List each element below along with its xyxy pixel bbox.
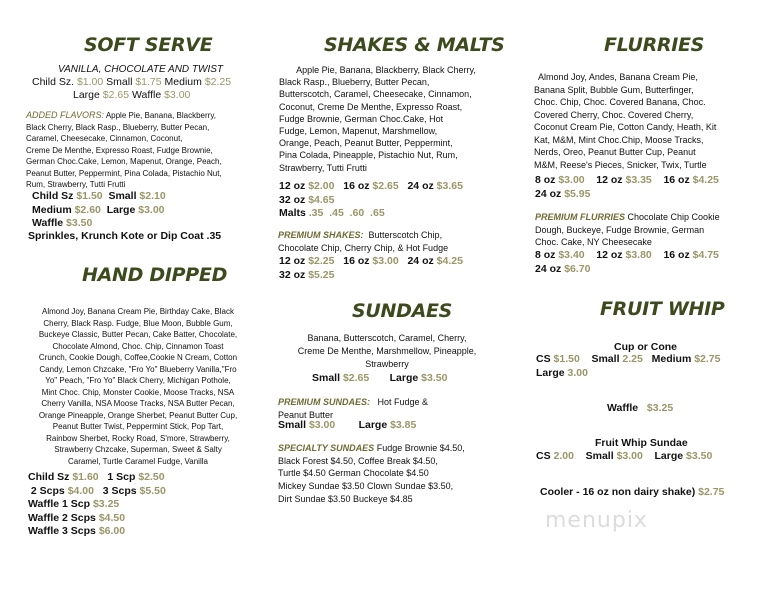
label: 16 oz — [343, 255, 370, 267]
topping-line: Strawberry — [365, 359, 409, 369]
flavor-line: Peanut Butter Twist, Peppermint Stick, Pop Tart, — [52, 422, 224, 431]
flavor-line: Black Cherry, Black Rasp., Blueberry, Butter Pecan, — [26, 122, 210, 132]
premium-line: Dough, Buckeye, Fudge Brownie, German — [535, 224, 705, 235]
price-row — [28, 525, 166, 539]
premium-line: Chocolate Chip, Cherry Chip, & Hot Fudge — [278, 242, 449, 253]
sundae-toppings — [272, 332, 502, 371]
price: $2.75 — [694, 353, 721, 365]
label: Waffle — [32, 217, 64, 229]
flavor-line: Strawberry, Tutti Frutti — [279, 162, 367, 173]
topping-line: Banana, Butterscotch, Caramel, Cherry, — [307, 333, 467, 343]
price: $5.50 — [139, 484, 166, 497]
flavor-line: Black Rasp., Blueberry, Butter Pecan, — [279, 77, 430, 88]
price: $1.00 — [76, 76, 104, 88]
label: Medium — [164, 76, 202, 88]
price: $6.00 — [98, 525, 126, 537]
label: 16 oz — [663, 249, 690, 261]
specialty-line: Turtle $4.50 German Chocolate $4.50 — [278, 468, 429, 479]
price: $4.00 — [67, 484, 94, 497]
premium-line — [535, 211, 720, 224]
soft-serve-sizes-2 — [73, 89, 190, 103]
label: 3 Scps — [102, 484, 137, 497]
flavor-line: Orange Pineapple, Orange Sherbet, Peanut Butter Cup, — [38, 410, 238, 420]
price-row — [279, 255, 463, 269]
price-row — [535, 174, 719, 188]
price-row — [535, 263, 719, 277]
hand-dipped-heading: HAND DIPPED — [82, 264, 228, 286]
flavor-line: Rainbow Sherbet, Rocky Road, S'more, Strawberry, — [46, 433, 230, 443]
price: $4.50 — [98, 511, 126, 524]
flavor-line: Buckeye Classic, Butter Pecan, Cake Batter, Chocolate, — [38, 330, 238, 339]
label: Medium — [32, 203, 72, 216]
price: $3.00 — [558, 174, 585, 186]
label: Waffle 3 Scps — [28, 525, 96, 537]
price: $2.65 — [102, 89, 130, 101]
label: 24 oz — [535, 262, 562, 275]
flurries-heading: FLURRIES — [604, 34, 705, 56]
price: $3.85 — [390, 419, 417, 431]
price: $2.65 — [342, 372, 370, 384]
price-row — [279, 194, 463, 208]
premium-flurries-prices — [535, 249, 719, 276]
price: $2.50 — [138, 471, 165, 483]
price-row — [279, 207, 463, 221]
flavor-line: German Choc.Cake, Lemon, Mapenut, Orange, Peach, — [26, 157, 222, 166]
price-row — [536, 367, 720, 381]
cup-or-cone-prices — [536, 353, 720, 380]
premium-text: Hot Fudge & — [377, 397, 429, 407]
label: Waffle 2 Scps — [28, 511, 96, 524]
price: $5.25 — [308, 268, 335, 281]
price: $4.25 — [436, 255, 463, 267]
premium-text: Butterscotch Chip, — [368, 230, 443, 240]
label: Small — [278, 419, 307, 431]
cup-or-cone-title: Cup or Cone — [614, 341, 677, 353]
label: Large — [73, 89, 100, 101]
specialty-line: Mickey Sundae $3.50 Clown Sundae $3.50, — [278, 481, 454, 492]
fruit-whip-waffle — [607, 402, 673, 416]
flavor-line: Almond Joy, Andes, Banana Cream Pie, — [538, 72, 698, 82]
hand-dipped-flavors — [18, 306, 258, 467]
label: 12 oz — [279, 255, 306, 267]
flavor-line: Fudge Brownie, German Choc.Cake, Hot — [279, 113, 444, 124]
specialty-sundaes — [278, 442, 465, 506]
flavor-line: Coconut Cream Pie, Cotton Candy, Heath, Kit — [534, 122, 717, 132]
flavor-line: Pina Colada, Pineapple, Pistachio Nut, Rum, — [279, 150, 458, 161]
premium-shakes — [278, 229, 508, 254]
shakes-heading: SHAKES & MALTS — [324, 34, 505, 56]
label: 24 oz — [407, 180, 434, 192]
flavor-line: Fudge, Lemon, Mapenut, Marshmellow, — [279, 126, 438, 137]
sundae-prices — [312, 372, 447, 386]
flavor-line: Kat, M&M, Mint Choc.Chip, Moose Tracks, — [534, 134, 704, 145]
price: $1.50 — [76, 190, 103, 202]
topping-line: Creme De Menthe, Marshmellow, Pineapple, — [297, 346, 477, 356]
price: $1.60 — [72, 471, 99, 483]
price: $2.25 — [204, 76, 232, 88]
price: $3.00 — [308, 419, 336, 431]
label: 1 Scp — [107, 471, 136, 483]
price: $2.65 — [372, 180, 399, 192]
price-row — [32, 204, 166, 218]
label: Small — [585, 450, 614, 462]
price: $3.50 — [421, 372, 448, 384]
premium-line: Choc. Cake, NY Cheesecake — [535, 237, 652, 247]
flavor-line: Nerds, Oreo, Peanut Butter Cup, Peanut — [534, 147, 696, 157]
flavor-line: Chocolate Almond, Choc. Chip, Cinnamon Toast — [52, 341, 224, 351]
flurries-flavors — [534, 71, 774, 171]
flavor-line: Apple Pie, Banana, Blackberry, Black Cherry, — [296, 65, 476, 75]
flavor-line: Cherry Vanilla, NSA Moose Tracks, NSA Butter Pecan, — [41, 399, 235, 408]
premium-line — [278, 396, 428, 409]
flurries-prices — [535, 174, 719, 201]
label: Large — [389, 372, 419, 384]
specialty-line: Dirt Sundae $3.50 Buckeye $4.85 — [278, 493, 413, 504]
label: Waffle — [131, 89, 162, 101]
soft-serve-flavors — [26, 110, 256, 191]
label: 32 oz — [279, 193, 306, 206]
price: $2.25 — [308, 255, 335, 267]
label: 24 oz — [407, 255, 434, 267]
price: 2.00 — [553, 450, 574, 462]
price: $3.00 — [372, 255, 399, 267]
price: $5.95 — [564, 187, 591, 200]
cooler-line — [540, 486, 724, 500]
price-row — [279, 269, 463, 283]
specialty-text: Fudge Brownie $4.50, — [376, 443, 465, 453]
soft-serve-heading: SOFT SERVE — [84, 34, 213, 56]
label: Large — [654, 450, 684, 462]
soft-serve-subtitle: VANILLA, CHOCOLATE AND TWIST — [58, 64, 224, 75]
added-flavors-label: ADDED FLAVORS: — [26, 110, 105, 120]
label: Large — [536, 366, 565, 379]
flavor-line — [26, 110, 256, 122]
label: CS — [536, 353, 551, 365]
label: 24 oz — [535, 187, 562, 200]
flavor-line: Rum, Strawberry, Tutti Frutti — [26, 180, 126, 189]
label: Child Sz — [32, 190, 74, 202]
flavor-line: Strawberry Chzcake, Superman, Sweet & Salty — [54, 445, 222, 454]
price: $2.00 — [308, 180, 335, 192]
fruit-whip-sundae-title: Fruit Whip Sundae — [595, 437, 688, 449]
price: .35 .45 .60 .65 — [308, 207, 385, 219]
price-row — [28, 512, 166, 526]
price: $2.75 — [698, 486, 725, 498]
price: $3.50 — [66, 217, 93, 229]
price: $1.50 — [553, 353, 580, 365]
flavor-line: Coconut, Creme De Menthe, Expresso Roast, — [279, 101, 463, 112]
price: $3.25 — [646, 402, 674, 414]
premium-shakes-label: PREMIUM SHAKES: — [278, 230, 364, 240]
price: $3.35 — [625, 174, 652, 186]
label: Small — [312, 372, 341, 384]
price: $4.25 — [692, 174, 719, 186]
sundaes-heading: SUNDAES — [352, 300, 453, 322]
premium-flurries — [535, 211, 720, 249]
shakes-prices — [279, 180, 463, 221]
price-row — [535, 249, 719, 263]
premium-line: Peanut Butter — [278, 409, 334, 420]
specialty-line: Black Forest $4.50, Coffee Break $4.50, — [278, 455, 438, 466]
price-row — [536, 353, 720, 367]
label: 12 oz — [596, 249, 623, 261]
price-row — [279, 180, 463, 194]
price: $3.25 — [92, 498, 120, 510]
flavor-line: Butterscotch, Caramel, Cheesecake, Cinnamon, — [279, 89, 472, 100]
price: $3.00 — [616, 450, 643, 462]
price-row — [535, 188, 719, 202]
price-row — [28, 498, 166, 512]
price: 2.25 — [622, 353, 643, 365]
sprinkles-line: Sprinkles, Krunch Kote or Dip Coat .35 — [28, 230, 222, 242]
label: 16 oz — [343, 180, 370, 192]
price: $3.40 — [558, 249, 585, 261]
price: $4.75 — [692, 249, 719, 261]
label: Large — [106, 203, 136, 216]
price: 3.00 — [567, 366, 588, 379]
soft-serve-sizes-1 — [32, 76, 231, 90]
flavor-line: Cherry, Black Rasp. Fudge, Blue Moon, Bubble Gum, — [43, 318, 233, 328]
price: $3.65 — [436, 180, 463, 192]
price: $3.00 — [138, 203, 165, 216]
label: Child Sz. — [32, 76, 75, 88]
label: 12 oz — [596, 174, 623, 186]
label: CS — [536, 450, 551, 462]
flavor-line: Creme De Menthe, Expresso Roast, Fudge Brownie, — [26, 145, 213, 155]
label: 32 oz — [279, 268, 306, 281]
flavor-line: Banana Split, Bubble Gum, Butterfinger, — [534, 84, 694, 95]
label: 2 Scps — [30, 484, 65, 497]
flavor-line: Almond Joy, Banana Cream Pie, Birthday Cake, Black — [42, 307, 234, 316]
premium-line — [278, 229, 508, 242]
label: Waffle — [607, 402, 639, 414]
label: Child Sz — [28, 471, 70, 483]
price-row — [28, 485, 166, 499]
flavor-line: Caramel, Cheesecake, Cinnamon, Coconut, — [26, 134, 183, 143]
premium-shakes-prices — [279, 255, 463, 282]
flavor-line: Choc. Chip, Choc. Covered Banana, Choc. — [534, 97, 706, 107]
label: 8 oz — [535, 249, 556, 261]
price: $2.10 — [139, 190, 166, 202]
price: $2.60 — [74, 203, 101, 216]
fruit-whip-heading: FRUIT WHIP — [600, 298, 725, 320]
label: Waffle 1 Scp — [28, 498, 91, 510]
flavor-line: Crunch, Cookie Dough, Coffee,Cookie N Cream, Cotton — [38, 353, 238, 362]
flavor-line: Peanut Butter, Peppermint, Pina Colada, Pistachio Nut, — [26, 168, 222, 178]
price: $3.50 — [686, 450, 713, 462]
label: Small — [106, 76, 133, 88]
label: 8 oz — [535, 174, 556, 186]
label: 12 oz — [279, 180, 306, 192]
premium-sundaes — [278, 396, 428, 421]
premium-flurries-label: PREMIUM FLURRIES — [535, 212, 625, 222]
price: $3.80 — [625, 249, 652, 261]
fruit-whip-sundae-prices — [536, 450, 712, 464]
price: $4.65 — [308, 193, 335, 206]
price: $1.75 — [135, 76, 162, 88]
flavor-line: Caramel, Turtle Caramel Fudge, Vanilla — [68, 456, 208, 466]
flavor-line: Orange, Peach, Peanut Butter, Peppermint, — [279, 138, 453, 149]
premium-sundaes-label: PREMIUM SUNDAES: — [278, 397, 371, 407]
specialty-line — [278, 442, 465, 455]
flavor-line: Covered Cherry, Choc. Covered Cherry, — [534, 109, 694, 120]
label: Cooler - 16 oz non dairy shake) — [540, 486, 696, 498]
label: Malts — [279, 207, 306, 219]
label: Small — [108, 190, 137, 202]
label: 16 oz — [663, 174, 690, 186]
label: Small — [591, 353, 620, 365]
label: Medium — [651, 353, 692, 365]
flavor-line: M&M, Reese's Pieces, Snicker, Twix, Turtle — [534, 159, 707, 170]
flavor-line: Yo" Peach, "Fro Yo" Black Cherry, Michigan Pothole, — [45, 376, 231, 385]
price-row — [32, 217, 166, 231]
menupix-watermark: menupix — [545, 508, 648, 533]
soft-serve-flavor-prices — [32, 190, 166, 231]
label: Large — [358, 419, 388, 431]
price-row — [28, 471, 166, 485]
shakes-flavors — [270, 64, 502, 174]
hand-dipped-prices — [28, 471, 166, 539]
price: $6.70 — [564, 262, 591, 275]
price-row — [32, 190, 166, 204]
specialty-sundaes-label: SPECIALTY SUNDAES — [278, 443, 375, 453]
premium-sundae-prices — [278, 419, 416, 433]
flavor-line: Mint Choc. Chip, Monster Cookie, Moose Tracks, NSA — [41, 387, 235, 397]
premium-text: Chocolate Chip Cookie — [627, 212, 720, 222]
flavor-text: Apple Pie, Banana, Blackberry, — [105, 111, 216, 120]
price: $3.00 — [164, 89, 191, 101]
flavor-line: Candy, Lemon Chzcake, "Fro Yo" Blueberry Vanilla,"Fro — [39, 364, 237, 374]
